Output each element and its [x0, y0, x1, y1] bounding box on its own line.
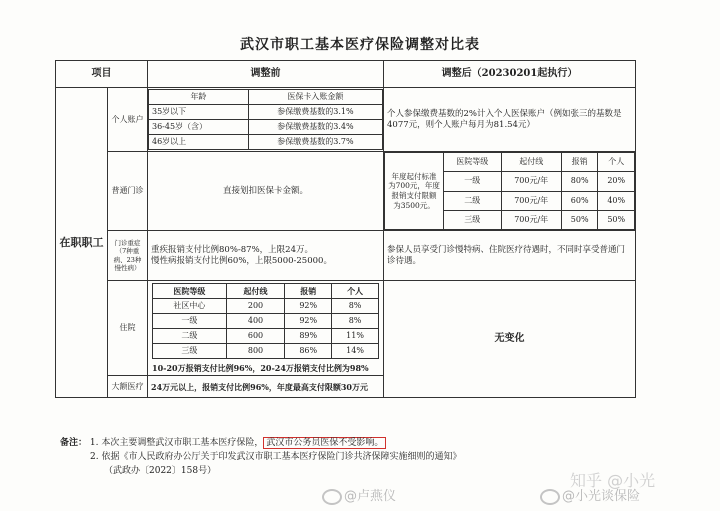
cell: 80% [561, 172, 598, 191]
cell: 8% [332, 314, 379, 329]
cell: 92% [285, 314, 332, 329]
cell: 46岁以上 [149, 135, 249, 150]
chronic-before-line1: 重疾报销支付比例80%-87%，上限24万。 [151, 244, 313, 255]
cell: 14% [332, 344, 379, 359]
note-highlight: 武汉市公务员医保不受影响。 [263, 437, 386, 449]
cell: 92% [285, 299, 332, 314]
cell: 50% [598, 210, 635, 229]
note-item-2: 2. 依据《市人民政府办公厅关于印发武汉市职工基本医疗保险门诊共济保障实施细则的通知》 [90, 452, 462, 462]
col-header: 起付线 [226, 284, 285, 299]
header-before: 调整前 [148, 61, 384, 88]
document-title: 武汉市职工基本医疗保险调整对比表 [240, 37, 480, 53]
col-header: 医保卡入账金额 [248, 90, 382, 105]
cell: 三级 [444, 210, 502, 229]
col-header: 医院等级 [153, 284, 227, 299]
cell: 参保缴费基数的3.1% [248, 105, 382, 120]
cell: 参保缴费基数的3.4% [248, 120, 382, 135]
note-item-1: 1. 本次主要调整武汉市职工基本医疗保险， [89, 438, 264, 448]
table-row [56, 281, 636, 376]
cell: 60% [561, 191, 598, 210]
cell: 参保缴费基数的3.7% [248, 135, 382, 150]
header-after: 调整后（20230201起执行） [384, 61, 636, 88]
table-row [56, 231, 636, 281]
note-item-2-sub: （武政办〔2022〕158号） [104, 466, 217, 476]
cell: 50% [561, 210, 598, 229]
cell: 800 [226, 344, 285, 359]
col-header: 医院等级 [444, 153, 502, 172]
cell: 一级 [444, 172, 502, 191]
cell: 11% [332, 329, 379, 344]
col-header: 个人 [332, 284, 379, 299]
row-label-personal-account: 个人账户 [108, 88, 148, 152]
inpatient-extra: 10-20万报销支付比例96%，20-24万报销支付比例为98% [152, 363, 369, 373]
cell: 700元/年 [501, 191, 561, 210]
weibo-icon [540, 489, 560, 505]
category-label: 在职职工 [56, 88, 108, 398]
cell: 一级 [153, 314, 227, 329]
cell: 700元/年 [501, 172, 561, 191]
table-row [56, 152, 636, 231]
outpatient-before: 直接划扣医保卡金额。 [148, 152, 384, 231]
watermark-weibo-2: @小光谈保险 [562, 489, 641, 504]
cell: 36-45岁（含） [149, 120, 249, 135]
cell: 8% [332, 299, 379, 314]
personal-account-before-table [148, 89, 383, 150]
col-header: 年龄 [149, 90, 249, 105]
col-header: 报销 [561, 153, 598, 172]
cell: 二级 [153, 329, 227, 344]
col-header: 个人 [598, 153, 635, 172]
row-label-inpatient: 住院 [108, 281, 148, 376]
weibo-icon [322, 489, 342, 505]
inpatient-after: 无变化 [384, 281, 636, 398]
cell: 20% [598, 172, 635, 191]
cell: 二级 [444, 191, 502, 210]
watermark-zhihu: 知乎 @小光 [570, 471, 656, 490]
cell: 86% [285, 344, 332, 359]
row-label-chronic: 门诊重症（7种重病、23种慢性病） [108, 231, 148, 281]
chronic-after: 参保人员享受门诊慢特病、住院医疗待遇时，不同时享受普通门诊待遇。 [384, 231, 636, 281]
header-item: 项目 [56, 61, 148, 88]
comparison-table [55, 60, 636, 398]
notes-label: 备注： [60, 438, 88, 448]
personal-account-after: 个人参保缴费基数的2%计入个人医保账户（例如张三的基数是4077元，则个人账户每月为81.54元） [384, 88, 636, 152]
inpatient-table [152, 283, 379, 359]
cell: 600 [226, 329, 285, 344]
watermark-weibo-1: @卢燕仪 [344, 489, 397, 504]
table-row [56, 88, 636, 152]
outpatient-after-table [384, 152, 635, 230]
outpatient-after-note: 年度起付标准为700元，年度报销支付限额为3500元。 [385, 153, 444, 230]
cell: 40% [598, 191, 635, 210]
chronic-before-line2: 慢性病报销支付比例60%，上限5000-25000。 [151, 255, 332, 266]
col-header: 报销 [285, 284, 332, 299]
major-before: 24万元以上，报销支付比例96%，年度最高支付限额30万元 [148, 376, 384, 398]
cell: 400 [226, 314, 285, 329]
cell: 700元/年 [501, 210, 561, 229]
note-line-1 [60, 436, 700, 450]
row-label-major: 大额医疗 [108, 376, 148, 398]
cell: 社区中心 [153, 299, 227, 314]
col-header: 起付线 [501, 153, 561, 172]
row-label-outpatient: 普通门诊 [108, 152, 148, 231]
cell: 200 [226, 299, 285, 314]
cell: 35岁以下 [149, 105, 249, 120]
cell: 三级 [153, 344, 227, 359]
cell: 89% [285, 329, 332, 344]
table-header-row [56, 61, 636, 88]
